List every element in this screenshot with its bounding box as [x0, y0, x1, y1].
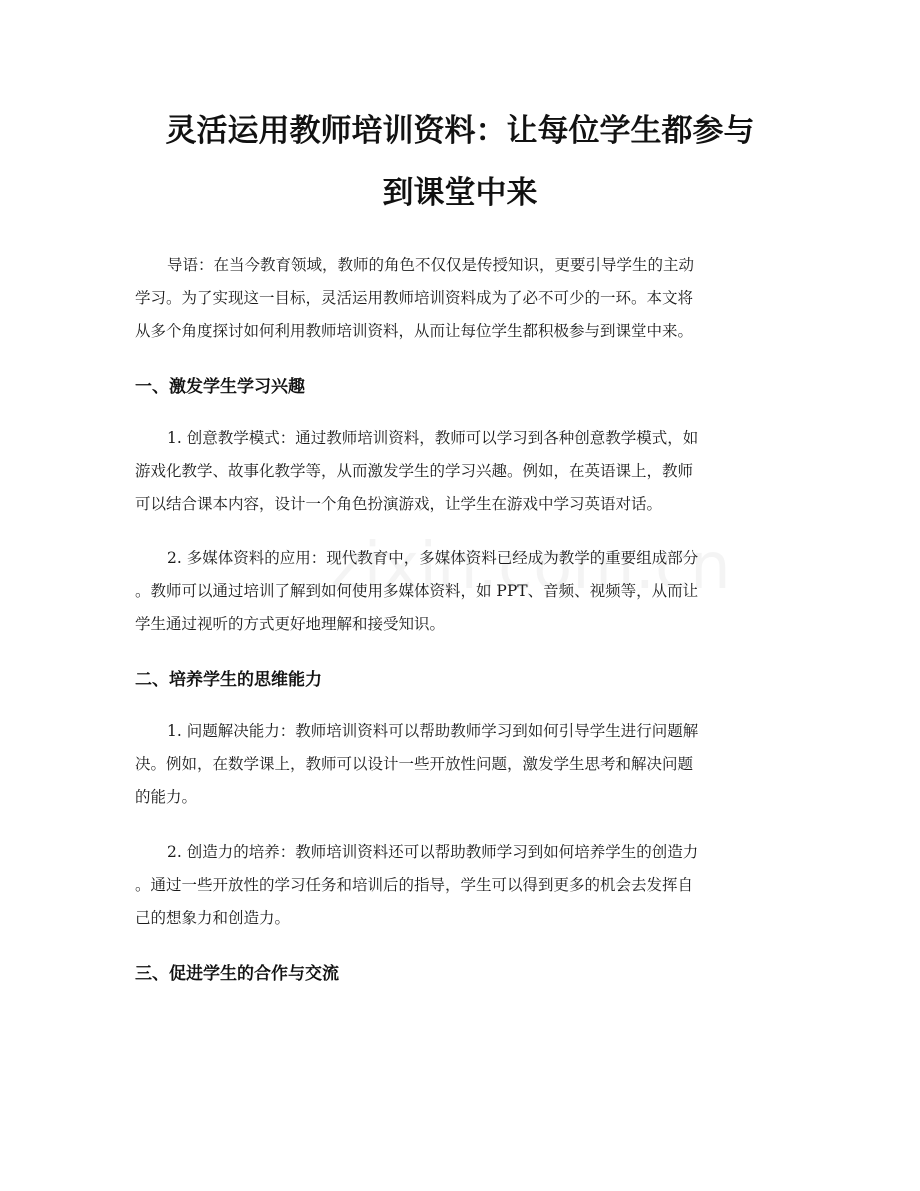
section-2-paragraph-1 — [135, 715, 785, 814]
text-line: 学生通过视听的方式更好地理解和接受知识。 — [135, 615, 446, 633]
text-line: 导语：在当今教育领域，教师的角色不仅仅是传授知识，更要引导学生的主动 — [167, 256, 695, 274]
text-line: 。通过一些开放性的学习任务和培训后的指导，学生可以得到更多的机会去发挥自 — [135, 876, 694, 894]
section-1-paragraph-1 — [135, 422, 785, 521]
section-2-paragraph-2 — [135, 836, 785, 935]
section-1-paragraph-2 — [135, 542, 785, 641]
text-line: 学习。为了实现这一目标，灵活运用教师培训资料成为了必不可少的一环。本文将 — [135, 289, 694, 307]
text-line: 。教师可以通过培训了解到如何使用多媒体资料，如 PPT、音频、视频等，从而让 — [135, 582, 699, 600]
intro-paragraph — [135, 249, 785, 348]
text-line: 1. 创意教学模式：通过教师培训资料，教师可以学习到各种创意教学模式，如 — [167, 429, 699, 447]
section-heading-3: 三、促进学生的合作与交流 — [135, 964, 339, 984]
text-line: 己的想象力和创造力。 — [135, 909, 291, 927]
section-heading-2: 二、培养学生的思维能力 — [135, 670, 322, 690]
text-line: 游戏化教学、故事化教学等，从而激发学生的学习兴趣。例如，在英语课上，教师 — [135, 462, 694, 480]
text-line: 的能力。 — [135, 788, 198, 806]
section-heading-1: 一、激发学生学习兴趣 — [135, 377, 305, 397]
text-line: 决。例如，在数学课上，教师可以设计一些开放性问题，激发学生思考和解决问题 — [135, 755, 694, 773]
text-line: 2. 多媒体资料的应用：现代教育中，多媒体资料已经成为教学的重要组成部分 — [167, 549, 699, 567]
text-line: 可以结合课本内容，设计一个角色扮演游戏，让学生在游戏中学习英语对话。 — [135, 495, 663, 513]
title-line-2: 到课堂中来 — [382, 175, 538, 211]
text-line: 1. 问题解决能力：教师培训资料可以帮助教师学习到如何引导学生进行问题解 — [167, 722, 699, 740]
title-line-1: 灵活运用教师培训资料：让每位学生都参与 — [165, 113, 755, 149]
text-line: 从多个角度探讨如何利用教师培训资料，从而让每位学生都积极参与到课堂中来。 — [135, 322, 694, 340]
text-line: 2. 创造力的培养：教师培训资料还可以帮助教师学习到如何培养学生的创造力 — [167, 843, 699, 861]
